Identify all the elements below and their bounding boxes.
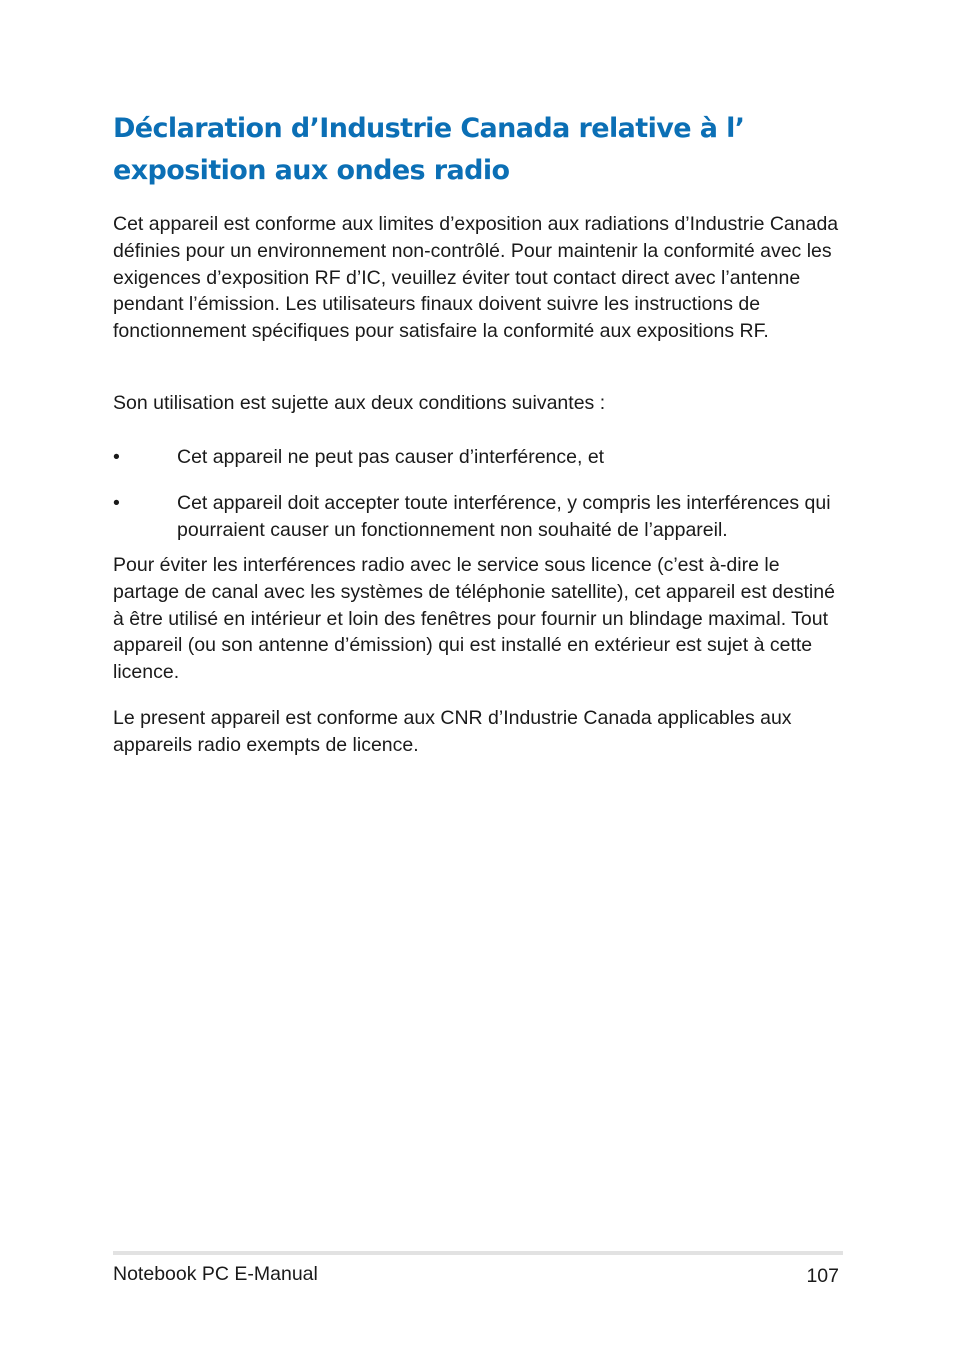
footer-divider xyxy=(113,1251,843,1255)
paragraph-interference: Pour éviter les interférences radio avec le service sous licence (c’est à-dire le partage de canal avec les systèmes de téléphonie satellite), cet appareil est destiné à être utilisé en intérieur et loin des fenêtres pour fournir un blindage maximal. Tout appareil (ou son antenne d’émission) qui est installé en extérieur est sujet à cette licence. xyxy=(113,554,835,684)
bullet-marker: • xyxy=(113,446,120,468)
page-number: 107 xyxy=(806,1265,839,1287)
paragraph-conditions-intro: Son utilisation est sujette aux deux conditions suivantes : xyxy=(113,392,606,414)
list-item-text: Cet appareil doit accepter toute interférence, y compris les interférences qui pourraient causer un fonctionnement non souhaité de l’appareil. xyxy=(177,492,831,541)
paragraph-cnr-compliance: Le present appareil est conforme aux CNR d’Industrie Canada applicables aux appareils radio exempts de licence. xyxy=(113,707,792,756)
footer-manual-name: Notebook PC E-Manual xyxy=(113,1263,318,1285)
page-title: Déclaration d’Industrie Canada relative à l’ exposition aux ondes radio xyxy=(113,113,745,186)
bullet-marker: • xyxy=(113,492,120,514)
paragraph-exposure-limits: Cet appareil est conforme aux limites d’exposition aux radiations d’Industrie Canada définies pour un environnement non-contrôlé. Pour maintenir la conformité avec les exigences d’exposition RF d’IC, veuillez éviter tout contact direct avec l’antenne pendant l’émission. Les utilisateurs finaux doivent suivre les instructions de fonctionnement spécifiques pour satisfaire la conformité aux expositions RF. xyxy=(113,213,839,343)
list-item-text: Cet appareil ne peut pas causer d’interférence, et xyxy=(177,446,605,468)
